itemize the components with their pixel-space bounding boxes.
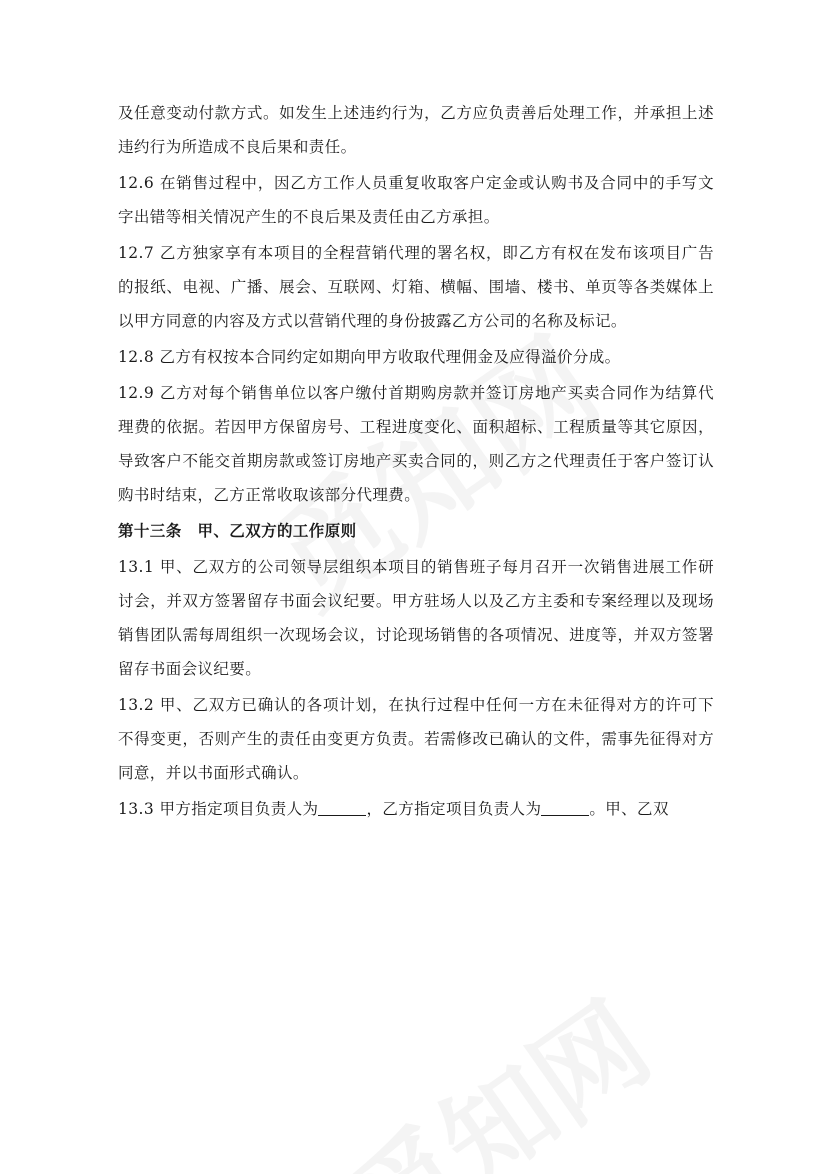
clause-13-2: 13.2 甲、乙双方已确认的各项计划，在执行过程中任何一方在未征得对方的许可下不得变更，否则产生的责任由变更方负责。若需修改已确认的文件，需事先征得对方同意，并以书面形式确认。 <box>118 696 714 782</box>
clause-12-6: 12.6 在销售过程中，因乙方工作人员重复收取客户定金或认购书及合同中的手写文字出错等相关情况产生的不良后果及责任由乙方承担。 <box>118 174 714 226</box>
watermark-bottom <box>315 960 676 1174</box>
clause-13-3 <box>118 792 714 826</box>
clause-12-9: 12.9 乙方对每个销售单位以客户缴付首期购房款并签订房地产买卖合同作为结算代理费的依据。若因甲方保留房号、工程进度变化、面积超标、工程质量等其它原因，导致客户不能交首期房款或签订房地产买卖合同的，则乙方之代理责任于客户签订认购书时结束，乙方正常收取该部分代理费。 <box>118 384 714 504</box>
clause-12-7: 12.7 乙方独家享有本项目的全程营销代理的署名权，即乙方有权在发布该项目广告的报纸、电视、广播、展会、互联网、灯箱、横幅、围墙、楼书、单页等各类媒体上以甲方同意的内容及方式以营销代理的身份披露乙方公司的名称及标记。 <box>118 244 714 330</box>
clause-13-1: 13.1 甲、乙双方的公司领导层组织本项目的销售班子每月召开一次销售进展工作研讨会，并双方签署留存书面会议纪要。甲方驻场人以及乙方主委和专案经理以及现场销售团队需每周组织一次现场会议，讨论现场销售的各项情况、进度等，并双方签署留存书面会议纪要。 <box>118 558 714 678</box>
clause-13-3-part1: 13.3 甲方指定项目负责人为 <box>118 800 319 818</box>
article-13-heading: 第十三条 甲、乙双方的工作原则 <box>118 521 357 540</box>
party-a-lead-blank <box>318 797 366 816</box>
clause-13-3-part2: ，乙方指定项目负责人为 <box>366 800 542 818</box>
clause-13-3-part3: 。甲、乙双 <box>589 800 669 818</box>
party-b-lead-blank <box>541 797 589 816</box>
paragraph-continuation: 及任意变动付款方式。如发生上述违约行为，乙方应负责善后处理工作，并承担上述违约行为所造成不良后果和责任。 <box>118 104 714 156</box>
contract-body <box>118 96 714 828</box>
clause-12-8: 12.8 乙方有权按本合同约定如期向甲方收取代理佣金及应得溢价分成。 <box>118 348 621 366</box>
